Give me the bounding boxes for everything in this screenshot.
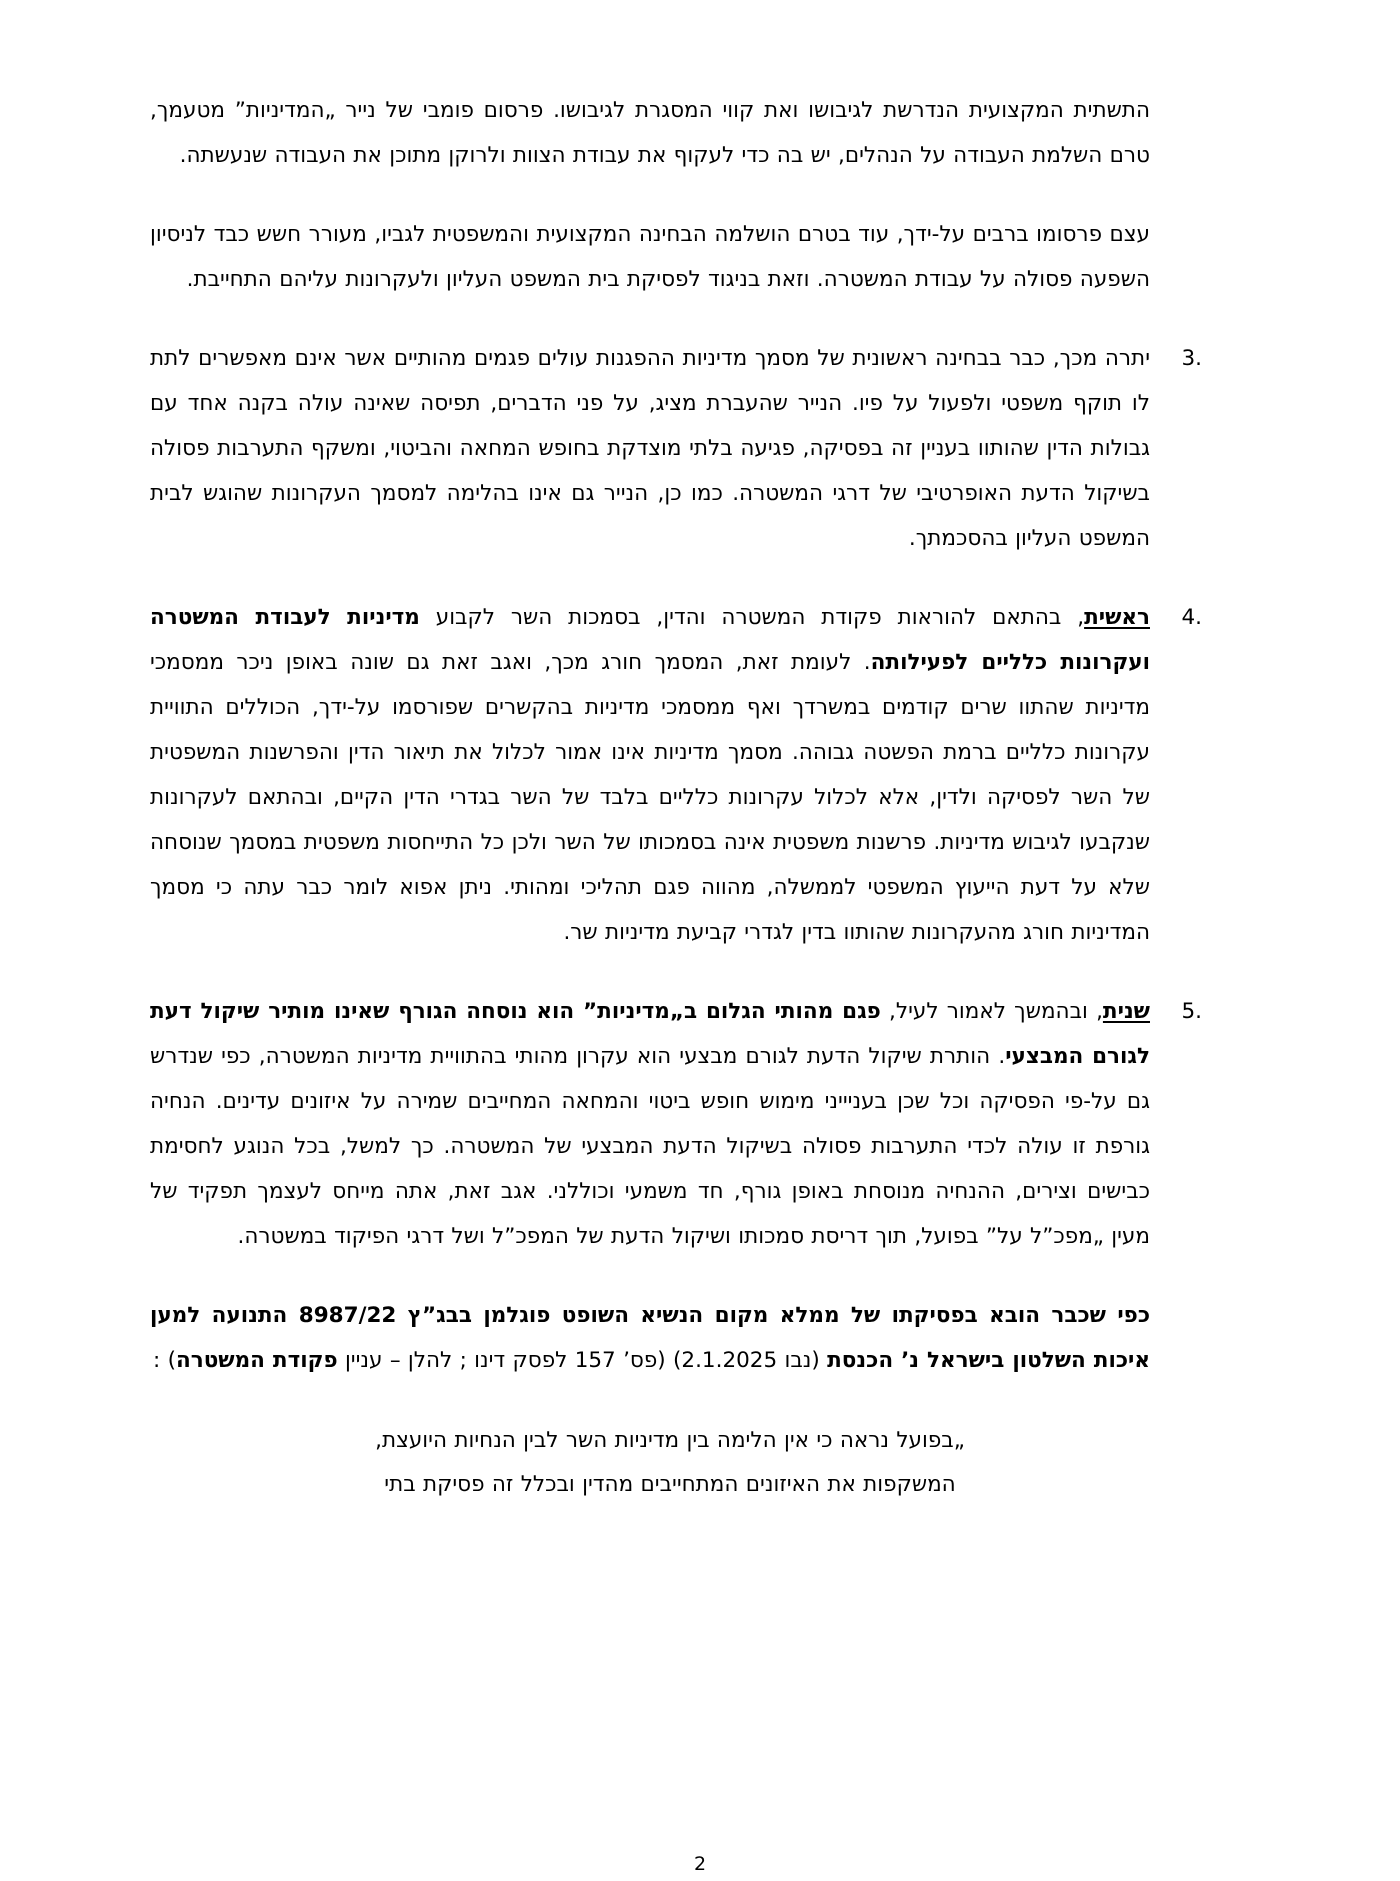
quote-block: [150, 1419, 1150, 1507]
item5-lead-keyword: שנית: [1102, 999, 1150, 1024]
list-item-text-5: [150, 989, 1150, 1259]
page-number: 2: [693, 1853, 707, 1875]
citation-segment-3: פקודת המשטרה: [175, 1348, 338, 1373]
citation-case-name: התנועה למען איכות השלטון בישראל נ’ הכנסת: [150, 1303, 1150, 1373]
document-body: [150, 88, 1202, 1507]
item4-lead-keyword: ראשית: [1084, 605, 1150, 630]
citation-paragraph: [150, 1293, 1150, 1383]
paragraph-intro-1: התשתית המקצועית הנדרשת לגיבושו ואת קווי המסגרת לגיבושו. פרסום פומבי של נייר „המדיניות” מטעמך, טרם השלמת העבודה על הנהלים, יש בה כדי לעקוף את עבודת הצוות ולרוקן מתוכן את העבודה שנעשתה.: [150, 98, 1150, 168]
list-item-number-3: 3.: [1181, 346, 1202, 371]
list-item-text-3: יתרה מכך, כבר בבחינה ראשונית של מסמך מדיניות ההפגנות עולים פגמים מהותיים אשר אינם מאפשרים לתת לו תוקף משפטי ולפעול על פיו. הנייר שהעברת מציג, על פני הדברים, תפיסה שאינה עולה בקנה אחד עם גבולות הדין שהותוו בעניין זה בפסיקה, פגיעה בלתי מוצדקת בחופש המחאה והביטוי, ומשקף התערבות פסולה בשיקול הדעת האופרטיבי של דרגי המשטרה. כמו כן, הנייר גם אינו בהלימה למסמך העקרונות שהוגש לבית המשפט העליון בהסכמתך.: [150, 346, 1150, 551]
quote-line-2: המשקפות את האיזונים המתחייבים מהדין ובכלל זה פסיקת בתי: [384, 1472, 956, 1497]
item4-segment-0: , בהתאם להוראות פקודת המשטרה והדין, בסמכות השר לקבוע: [419, 605, 1085, 630]
list-item-number-5: 5.: [1181, 999, 1202, 1024]
list-item-4: [150, 595, 1202, 955]
list-item-5: [150, 989, 1202, 1259]
citation-segment-2: (נבו 2.1.2025) (פס’ 157 לפסק דינו ; להלן – עניין: [337, 1348, 828, 1373]
citation-segment-4: ) :: [153, 1348, 176, 1373]
item5-segment-0: , ובהמשך לאמור לעיל,: [880, 999, 1103, 1024]
list-item-text-4: [150, 595, 1150, 955]
item4-segment-1: מדיניות לעבודת המשטרה ועקרונות כלליים לפעילותה: [150, 605, 1150, 675]
list-item-number-4: 4.: [1181, 605, 1202, 630]
quote-line-1: „בפועל נראה כי אין הלימה בין מדיניות השר לבין הנחיות היועצת,: [375, 1428, 965, 1453]
citation-segment-0: כפי שכבר הובא בפסיקתו של ממלא מקום הנשיא השופט פוגלמן בבג”ץ 8987/22: [287, 1303, 1150, 1328]
item5-segment-1: פגם מהותי הגלום ב„מדיניות” הוא נוסחה הגורף שאינו מותיר שיקול דעת לגורם המבצעי: [150, 999, 1150, 1069]
item4-segment-2: . לעומת זאת, המסמך חורג מכך, ואגב זאת גם שונה באופן ניכר ממסמכי מדיניות שהתוו שרים קודמים במשרדך ואף ממסמכי מדיניות בהקשרים שפורסמו על-ידך, הכוללים התוויית עקרונות כלליים ברמת הפשטה גבוהה. מסמך מדיניות אינו אמור לכלול את תיאור הדין והפרשנות המשפטית של השר לפסיקה ולדין, אלא לכלול עקרונות כלליים בלבד של השר בגדרי הדין הקיים, ובהתאם לעקרונות שנקבעו לגיבוש מדיניות. פרשנות משפטית אינה בסמכותו של השר ולכן כל התייחסות משפטית במסמך שנוסחה שלא על דעת הייעוץ המשפטי לממשלה, מהווה פגם תהליכי ומהותי. ניתן אפוא לומר כבר עתה כי מסמך המדיניות חורג מהעקרונות שהותוו בדין לגדרי קביעת מדיניות שר.: [150, 650, 1150, 945]
item5-segment-2: . הותרת שיקול הדעת לגורם מבצעי הוא עקרון מהותי בהתוויית מדיניות המשטרה, כפי שנדרש גם על-פי הפסיקה וכל שכן בעניייני מימוש חופש ביטוי והמחאה המחייבים שמירה על איזונים עדינים. הנחיה גורפת זו עולה לכדי התערבות פסולה בשיקול הדעת המבצעי של המשטרה. כך למשל, בכל הנוגע לחסימת כבישים וצירים, ההנחיה מנוסחת באופן גורף, חד משמעי וכוללני. אגב זאת, אתה מייחס לעצמך תפקיד של מעין „מפכ”ל על” בפועל, תוך דריסת סמכותו ושיקול הדעת של המפכ”ל ושל דרגי הפיקוד במשטרה.: [150, 1044, 1150, 1249]
list-item-3: [150, 336, 1202, 561]
paragraph-intro-2: עצם פרסומו ברבים על-ידך, עוד בטרם הושלמה הבחינה המקצועית והמשפטית לגביו, מעורר חשש כבד לניסיון השפעה פסולה על עבודת המשטרה. וזאת בניגוד לפסיקת בית המשפט העליון ולעקרונות עליהם התחייבת.: [150, 222, 1150, 292]
